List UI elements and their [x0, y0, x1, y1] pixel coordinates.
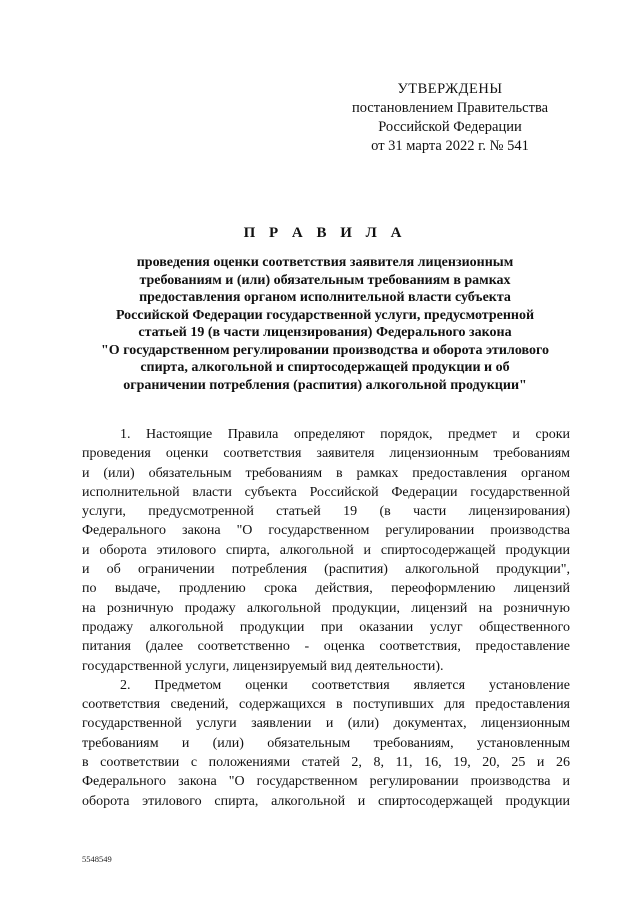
approval-line-3: от 31 марта 2022 г. № 541: [371, 138, 529, 154]
paragraph-2: [82, 676, 570, 811]
subtitle-line: Российской Федерации государственной услуги, предусмотренной: [115, 307, 535, 323]
text-line: 1. Настоящие Правила определяют порядок, предмет и сроки: [120, 427, 570, 442]
document-subtitle: [82, 254, 568, 394]
document-body: [82, 425, 570, 811]
text-line: и об ограничении потребления (распития) алкогольной продукции",: [82, 562, 570, 578]
document-title: П Р А В И Л А: [243, 225, 407, 241]
subtitle-line: спирта, алкогольной и спиртосодержащей продукции и об: [140, 360, 510, 375]
approval-stamp: [330, 80, 570, 156]
subtitle-line: "О государственном регулировании производства и оборота этилового: [101, 342, 549, 358]
text-line: Федерального закона "О государственном регулировании производства и: [82, 774, 570, 790]
text-line: проведения оценки соответствия заявителя лицензионным требованиям: [82, 446, 570, 462]
document-code: 5548549: [82, 854, 112, 864]
text-line: государственной услуги заявлении и (или) документах, лицензионным: [82, 716, 570, 732]
text-line: 2. Предметом оценки соответствия является установление: [120, 677, 570, 693]
subtitle-line: предоставления органом исполнительной власти субъекта: [139, 290, 511, 305]
text-line: требованиям и (или) обязательным требованиям, установленным: [82, 735, 570, 751]
paragraph-1: [82, 425, 570, 676]
subtitle-line: ограничении потребления (распития) алкогольной продукции": [123, 377, 527, 393]
document-title-block: [82, 225, 568, 394]
text-line: Федерального закона "О государственном регулировании производства: [82, 523, 570, 539]
text-line: на розничную продажу алкогольной продукции, лицензий на розничную: [82, 600, 570, 616]
approval-line-1: постановлением Правительства: [351, 100, 549, 116]
text-line: оборота этилового спирта, алкогольной и спиртосодержащей продукции: [82, 793, 570, 809]
text-line: государственной услуги, лицензируемый вид деятельности).: [82, 658, 444, 674]
text-line: соответствия сведений, содержащихся в поступивших для предоставления: [82, 697, 570, 713]
text-line: питания (далее соответственно - оценка соответствия, предоставление: [82, 639, 570, 655]
text-line: исполнительной власти субъекта Российской Федерации государственной: [82, 484, 570, 500]
approval-line-2: Российской Федерации: [378, 119, 522, 135]
subtitle-line: проведения оценки соответствия заявителя лицензионным: [136, 255, 514, 270]
approval-heading: УТВЕРЖДЕНЫ: [397, 81, 503, 97]
subtitle-line: статьей 19 (в части лицензирования) Федерального закона: [138, 325, 512, 340]
text-line: и (или) обязательным требованиям в рамках предоставления органом: [82, 465, 570, 481]
subtitle-line: требованиям и (или) обязательным требованиям в рамках: [139, 272, 511, 288]
text-line: и оборота этилового спирта, алкогольной и спиртосодержащей продукции: [82, 542, 570, 558]
text-line: в соответствии с положениями статей 2, 8, 11, 16, 19, 20, 25 и 26: [82, 755, 570, 771]
text-line: услуги, предусмотренной статьей 19 (в части лицензирования): [82, 504, 570, 520]
text-line: продажу алкогольной продукции при оказании услуг общественного: [82, 619, 570, 635]
text-line: по выдаче, продлению срока действия, переоформлению лицензий: [82, 581, 570, 597]
